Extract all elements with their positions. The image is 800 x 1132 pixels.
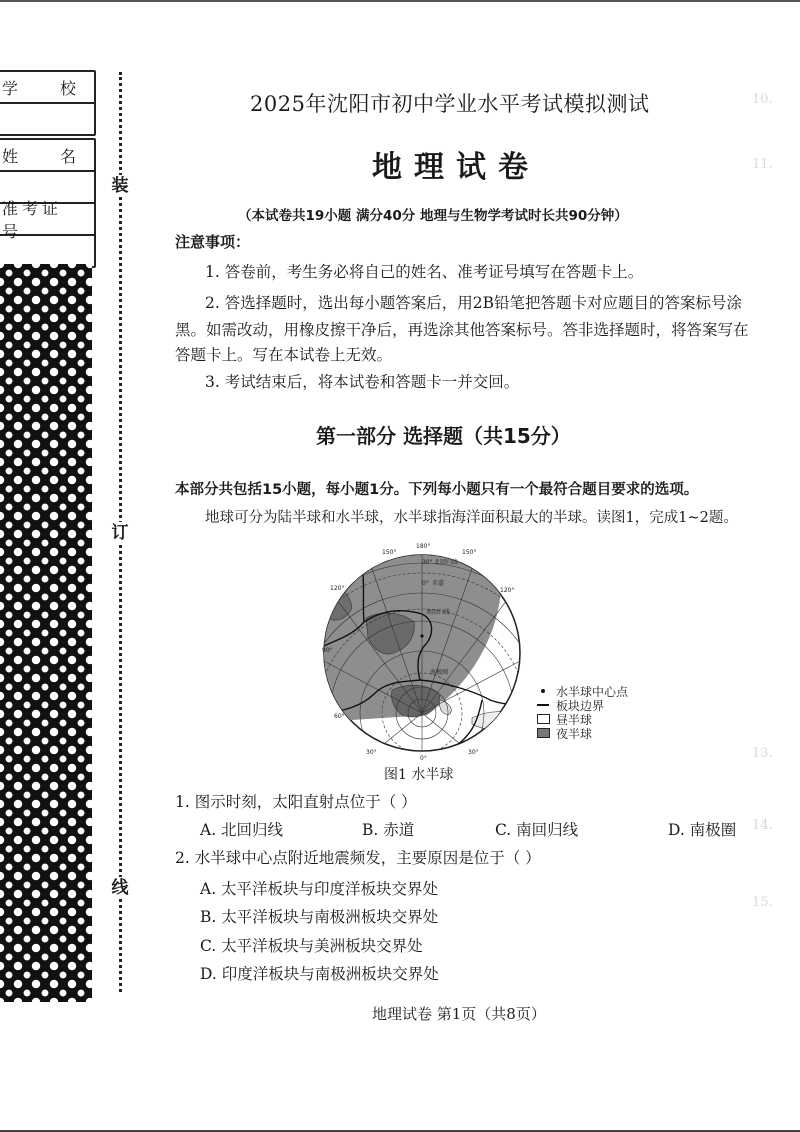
svg-text:30°: 30°	[468, 749, 479, 756]
binding-char-zhuang: 装	[109, 175, 131, 197]
question-2-option-a[interactable]: A. 太平洋板块与印度洋板块交界处	[200, 880, 439, 898]
notice-item-3: 3. 考试结束后，将本试卷和答题卡一并交回。	[205, 373, 520, 391]
notice-item-2: 2. 答选择题时，选出每小题答案后，用2B铅笔把答题卡对应题目的答案标号涂	[205, 294, 742, 312]
question-1-option-b[interactable]: B. 赤道	[362, 821, 415, 839]
figure-caption: 图1 水半球	[384, 767, 454, 783]
exam-title: 2025年沈阳市初中学业水平考试模拟测试	[250, 92, 650, 116]
subject-title: 地理试卷	[372, 150, 540, 185]
school-input[interactable]	[0, 104, 94, 134]
exam-number-label: 准考证号	[0, 204, 94, 236]
svg-text:90°: 90°	[322, 647, 333, 654]
page-top-edge	[0, 0, 800, 2]
bleed-through-text: 11.	[752, 157, 773, 172]
plate-boundary-icon	[536, 704, 550, 706]
lon-label: 180°	[416, 543, 431, 550]
map-legend	[536, 684, 628, 740]
question-2-option-c[interactable]: C. 太平洋板块与美洲板块交界处	[200, 937, 423, 955]
legend-item: 夜半球	[536, 726, 628, 740]
water-hemisphere-map	[322, 540, 522, 760]
binding-char-xian: 线	[109, 877, 131, 899]
question-1-stem: 1. 图示时刻，太阳直射点位于（ ）	[175, 793, 417, 811]
notice-heading: 注意事项：	[175, 233, 251, 251]
svg-text:30°: 30°	[366, 749, 377, 756]
svg-text:150°: 150°	[382, 549, 397, 556]
day-hemisphere-icon	[536, 714, 550, 724]
notice-item-1: 1. 答卷前，考生务必将自己的姓名、准考证号填写在答题卡上。	[205, 263, 644, 281]
bleed-through-text: 15.	[752, 895, 773, 910]
globe-icon	[322, 540, 522, 760]
svg-text:0°: 0°	[420, 755, 427, 760]
exam-number-field-box	[0, 199, 96, 268]
night-hemisphere-icon	[536, 728, 550, 738]
center-point-icon	[536, 689, 550, 693]
school-field-box	[0, 70, 96, 136]
school-label: 学 校	[0, 72, 94, 104]
question-1-option-d[interactable]: D. 南极圈	[668, 821, 737, 839]
question-1-option-a[interactable]: A. 北回归线	[200, 821, 284, 839]
page-footer: 地理试卷 第1页（共8页）	[372, 1005, 546, 1023]
binding-char-ding: 订	[109, 522, 131, 544]
bleed-through-text: 10.	[752, 92, 773, 107]
section-title: 第一部分 选择题（共15分）	[316, 424, 571, 448]
legend-item: 板块边界	[536, 698, 628, 712]
svg-text:60°: 60°	[334, 713, 345, 720]
name-label: 姓 名	[0, 140, 94, 172]
question-2-stem: 2. 水半球中心点附近地震频发，主要原因是位于（ ）	[175, 849, 541, 867]
question-1-option-c[interactable]: C. 南回归线	[495, 821, 579, 839]
legend-item: 昼半球	[536, 712, 628, 726]
svg-text:北回归线: 北回归线	[434, 559, 459, 566]
svg-text:120°: 120°	[330, 585, 345, 592]
legend-item: 水半球中心点	[536, 684, 628, 698]
bleed-through-text: 13.	[752, 746, 773, 761]
security-pattern	[0, 264, 92, 1002]
question-2-option-d[interactable]: D. 印度洋板块与南极洲板块交界处	[200, 965, 439, 983]
notice-item-2-cont: 黑。如需改动，用橡皮擦干净后，再选涂其他答案标号。答非选择题时，将答案写在	[175, 321, 749, 339]
svg-text:120°: 120°	[500, 587, 515, 594]
question-2-option-b[interactable]: B. 太平洋板块与南极洲板块交界处	[200, 908, 439, 926]
name-field-box	[0, 138, 96, 204]
svg-text:30°: 30°	[422, 559, 433, 566]
svg-text:0°: 0°	[422, 580, 429, 587]
svg-text:南回归线: 南回归线	[426, 609, 451, 616]
exam-info: （本试卷共19小题 满分40分 地理与生物学考试时长共90分钟）	[238, 208, 628, 224]
section-description: 本部分共包括15小题，每小题1分。下列每小题只有一个最符合题目要求的选项。	[175, 482, 699, 498]
svg-text:南极圈: 南极圈	[430, 669, 449, 676]
svg-text:赤道: 赤道	[432, 580, 445, 587]
bleed-through-text: 14.	[752, 818, 773, 833]
notice-item-2-cont2: 答题卡上。写在本试卷上无效。	[175, 346, 393, 364]
question-intro: 地球可分为陆半球和水半球，水半球指海洋面积最大的半球。读图1，完成1~2题。	[205, 510, 738, 526]
svg-text:150°: 150°	[462, 549, 477, 556]
